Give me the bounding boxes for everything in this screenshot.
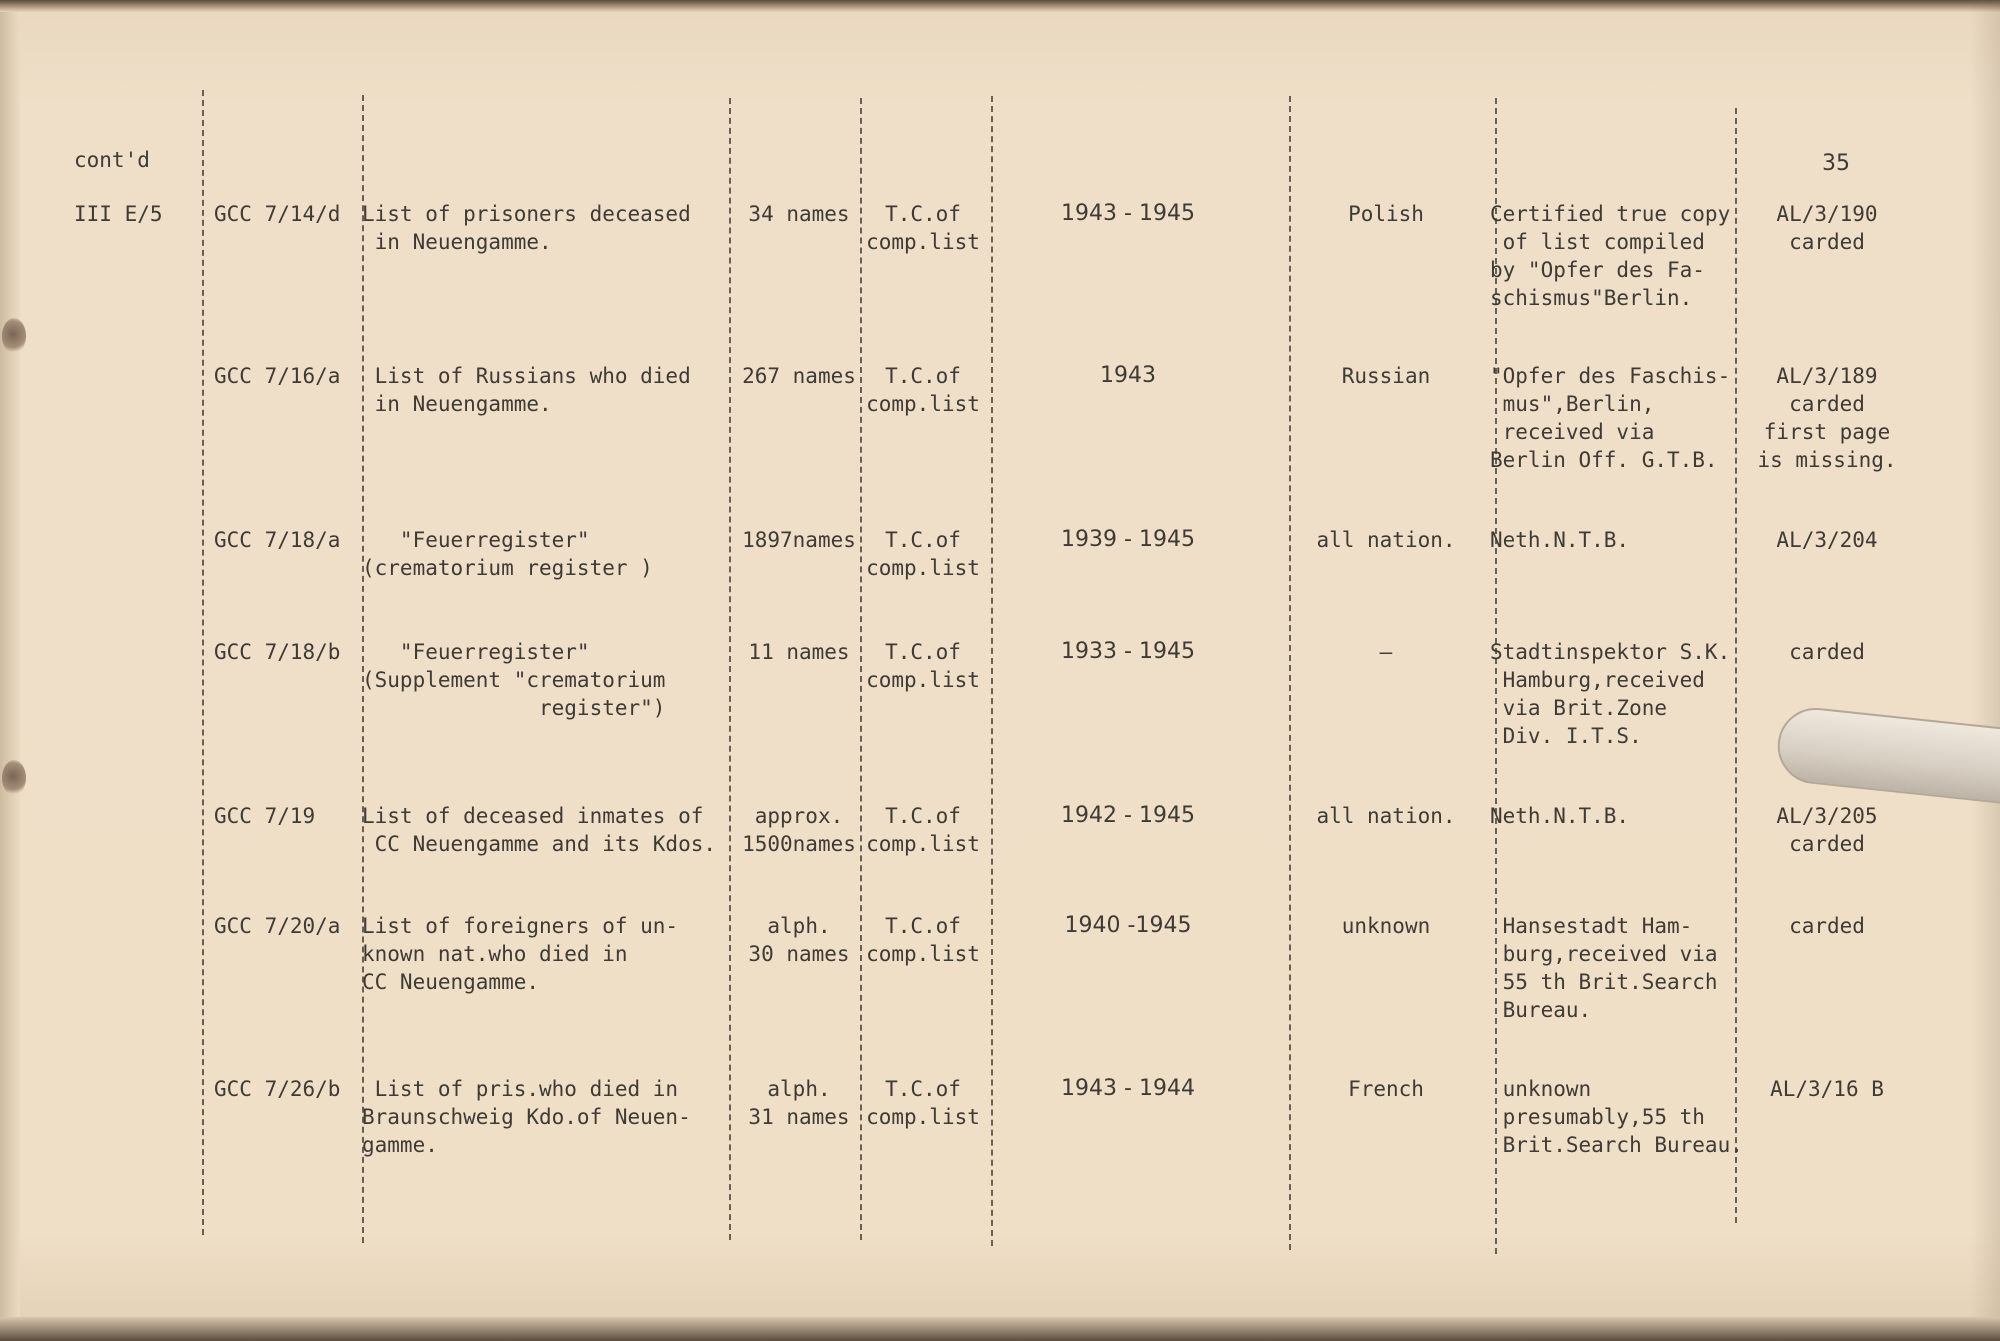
record-source-line: Stadtinspektor S.K. — [1490, 640, 1731, 664]
record-type-line: T.C.of — [885, 914, 961, 938]
record-type-line: comp.list — [866, 556, 980, 580]
record-nationality-line: – — [1379, 640, 1393, 664]
record-description-line: CC Neuengamme. — [362, 970, 540, 994]
record-description-line: in Neuengamme. — [362, 230, 552, 254]
record-source — [1490, 802, 1629, 830]
record-remarks — [1752, 1075, 1902, 1103]
record-nationality-line: all nation. — [1316, 804, 1456, 828]
record-source-line: Hamburg,received — [1490, 668, 1705, 692]
record-reference — [214, 362, 340, 390]
record-quantity-line: 30 names — [748, 942, 850, 966]
page-right-edge — [1970, 0, 2000, 1341]
record-reference-line: GCC 7/20/a — [214, 914, 341, 938]
record-description — [362, 1075, 691, 1159]
record-source — [1490, 1075, 1743, 1159]
record-reference-line: GCC 7/14/d — [214, 202, 341, 226]
record-remarks — [1752, 526, 1902, 554]
record-description-line: "Feuerregister" — [362, 640, 590, 664]
record-type — [863, 1075, 983, 1131]
record-quantity — [736, 638, 862, 666]
record-nationality-line: French — [1348, 1077, 1424, 1101]
record-dates — [1028, 200, 1228, 228]
record-nationality-line: all nation. — [1316, 528, 1456, 552]
record-remarks-line: carded — [1789, 832, 1865, 856]
record-source-line: of list compiled — [1490, 230, 1705, 254]
record-dates-line: 1943 - 1944 — [1061, 1076, 1195, 1101]
record-quantity-line: 267 names — [742, 364, 856, 388]
record-dates-line: 1943 - 1945 — [1061, 201, 1195, 226]
record-description-line: "Feuerregister" — [362, 528, 590, 552]
record-quantity — [736, 912, 862, 968]
record-source-line: Div. I.T.S. — [1490, 724, 1642, 748]
record-type-line: comp.list — [866, 668, 980, 692]
record-type-line: T.C.of — [885, 804, 961, 828]
record-source-line: "Opfer des Faschis- — [1490, 364, 1731, 388]
record-remarks — [1752, 638, 1902, 666]
page-top-edge — [0, 0, 2000, 12]
record-dates — [1028, 362, 1228, 390]
record-remarks-line: carded — [1789, 640, 1865, 664]
record-quantity-line: alph. — [767, 1077, 831, 1101]
record-type-line: comp.list — [866, 1105, 980, 1129]
record-description-line: gamme. — [362, 1133, 438, 1157]
record-remarks-line: carded — [1789, 392, 1865, 416]
record-description — [362, 802, 716, 858]
group-label: III E/5 — [74, 202, 163, 226]
record-remarks-line: first page — [1763, 420, 1891, 444]
record-type-line: T.C.of — [885, 528, 961, 552]
record-quantity — [736, 200, 862, 228]
record-description — [362, 912, 678, 996]
record-reference — [214, 526, 340, 554]
record-description-line: (crematorium register ) — [362, 556, 653, 580]
record-source-line: burg,received via — [1490, 942, 1718, 966]
record-description-line: List of prisoners deceased — [362, 202, 691, 226]
record-nationality — [1316, 912, 1456, 940]
record-remarks-line: AL/3/16 B — [1770, 1077, 1884, 1101]
record-dates — [1028, 1075, 1228, 1103]
record-reference-line: GCC 7/26/b — [214, 1077, 341, 1101]
record-description-line: known nat.who died in — [362, 942, 628, 966]
column-rule — [1735, 108, 1737, 1223]
record-quantity — [736, 802, 862, 858]
record-dates — [1028, 802, 1228, 830]
record-quantity — [736, 526, 862, 554]
record-source-line: by "Opfer des Fa- — [1490, 258, 1705, 282]
record-dates — [1028, 526, 1228, 554]
record-remarks — [1752, 912, 1902, 940]
continued-label: cont'd — [74, 148, 150, 172]
record-type-line: T.C.of — [885, 202, 961, 226]
record-source-line: received via — [1490, 420, 1655, 444]
record-dates-line: 1933 - 1945 — [1061, 639, 1195, 664]
record-source — [1490, 362, 1730, 474]
record-remarks-line: AL/3/204 — [1776, 528, 1878, 552]
record-reference — [214, 200, 340, 228]
record-remarks — [1752, 802, 1902, 858]
column-rule — [860, 98, 862, 1240]
record-reference — [214, 1075, 340, 1103]
record-nationality — [1316, 200, 1456, 228]
record-description-line: List of pris.who died in — [362, 1077, 679, 1101]
record-source — [1490, 912, 1718, 1024]
record-nationality — [1316, 362, 1456, 390]
record-nationality-line: Polish — [1348, 202, 1424, 226]
record-nationality — [1316, 526, 1456, 554]
record-description — [362, 200, 691, 256]
record-remarks-line: AL/3/190 — [1776, 202, 1878, 226]
record-quantity — [736, 362, 862, 390]
record-quantity — [736, 1075, 862, 1131]
column-rule — [991, 96, 993, 1246]
record-type-line: T.C.of — [885, 640, 961, 664]
record-quantity-line: 31 names — [748, 1105, 850, 1129]
record-type-line: comp.list — [866, 392, 980, 416]
record-source-line: via Brit.Zone — [1490, 696, 1668, 720]
record-description-line: CC Neuengamme and its Kdos. — [362, 832, 717, 856]
record-nationality-line: Russian — [1341, 364, 1431, 388]
record-nationality — [1316, 802, 1456, 830]
record-source-line: Berlin Off. G.T.B. — [1490, 448, 1718, 472]
record-remarks-line: is missing. — [1757, 448, 1897, 472]
record-remarks-line: carded — [1789, 914, 1865, 938]
record-reference — [214, 638, 340, 666]
record-remarks-line: carded — [1789, 230, 1865, 254]
record-reference-line: GCC 7/19 — [214, 804, 316, 828]
record-type — [863, 526, 983, 582]
record-reference-line: GCC 7/18/b — [214, 640, 341, 664]
record-remarks-line: AL/3/189 — [1776, 364, 1878, 388]
record-quantity-line: approx. — [754, 804, 844, 828]
record-source-line: 55 th Brit.Search — [1490, 970, 1718, 994]
column-rule — [202, 90, 204, 1235]
record-dates-line: 1939 - 1945 — [1061, 527, 1195, 552]
record-source-line: presumably,55 th — [1490, 1105, 1705, 1129]
record-description-line: List of deceased inmates of — [362, 804, 704, 828]
paper-clip — [1774, 704, 2000, 805]
record-type-line: comp.list — [866, 832, 980, 856]
record-type-line: T.C.of — [885, 1077, 961, 1101]
record-quantity-line: 11 names — [748, 640, 850, 664]
record-quantity-line: 34 names — [748, 202, 850, 226]
binding-hole — [2, 318, 26, 354]
record-description-line: register") — [362, 696, 666, 720]
record-dates — [1028, 912, 1228, 940]
record-description-line: List of foreigners of un- — [362, 914, 679, 938]
record-source-line: Bureau. — [1490, 998, 1592, 1022]
page-binding — [0, 0, 20, 1341]
record-nationality — [1316, 638, 1456, 666]
record-description — [362, 526, 653, 582]
record-source — [1490, 526, 1629, 554]
record-type-line: comp.list — [866, 230, 980, 254]
record-description-line: (Supplement "crematorium — [362, 668, 666, 692]
record-source-line: unknown — [1490, 1077, 1592, 1101]
record-source-line: Hansestadt Ham- — [1490, 914, 1693, 938]
record-source — [1490, 638, 1730, 750]
column-rule — [1289, 96, 1291, 1250]
record-nationality-line: unknown — [1341, 914, 1431, 938]
page-number: 35 — [1822, 151, 1850, 176]
record-description-line: in Neuengamme. — [362, 392, 552, 416]
page-bottom-edge — [0, 1317, 2000, 1341]
record-reference-line: GCC 7/16/a — [214, 364, 341, 388]
record-source-line: Brit.Search Bureau. — [1490, 1133, 1743, 1157]
column-rule — [729, 98, 731, 1240]
record-remarks — [1752, 362, 1902, 474]
record-source-line: mus",Berlin, — [1490, 392, 1655, 416]
record-type — [863, 802, 983, 858]
record-dates-line: 1940 -1945 — [1064, 913, 1192, 938]
record-remarks — [1752, 200, 1902, 256]
record-source-line: Neth.N.T.B. — [1490, 804, 1630, 828]
record-nationality — [1316, 1075, 1456, 1103]
record-dates-line: 1943 — [1100, 363, 1156, 388]
record-description-line: Braunschweig Kdo.of Neuen- — [362, 1105, 691, 1129]
record-quantity-line: 1500names — [742, 832, 856, 856]
record-type — [863, 200, 983, 256]
record-quantity-line: alph. — [767, 914, 831, 938]
record-type — [863, 362, 983, 418]
record-remarks-line: AL/3/205 — [1776, 804, 1878, 828]
record-type-line: comp.list — [866, 942, 980, 966]
record-reference-line: GCC 7/18/a — [214, 528, 341, 552]
record-source-line: schismus"Berlin. — [1490, 286, 1693, 310]
binding-hole — [2, 760, 26, 796]
record-reference — [214, 912, 340, 940]
record-dates-line: 1942 - 1945 — [1061, 803, 1195, 828]
record-source-line: Neth.N.T.B. — [1490, 528, 1630, 552]
record-description — [362, 638, 665, 722]
record-reference — [214, 802, 315, 830]
record-type — [863, 912, 983, 968]
record-dates — [1028, 638, 1228, 666]
record-type-line: T.C.of — [885, 364, 961, 388]
record-source-line: Certified true copy — [1490, 202, 1731, 226]
record-description — [362, 362, 691, 418]
record-quantity-line: 1897names — [742, 528, 856, 552]
record-type — [863, 638, 983, 694]
record-source — [1490, 200, 1730, 312]
record-description-line: List of Russians who died — [362, 364, 691, 388]
